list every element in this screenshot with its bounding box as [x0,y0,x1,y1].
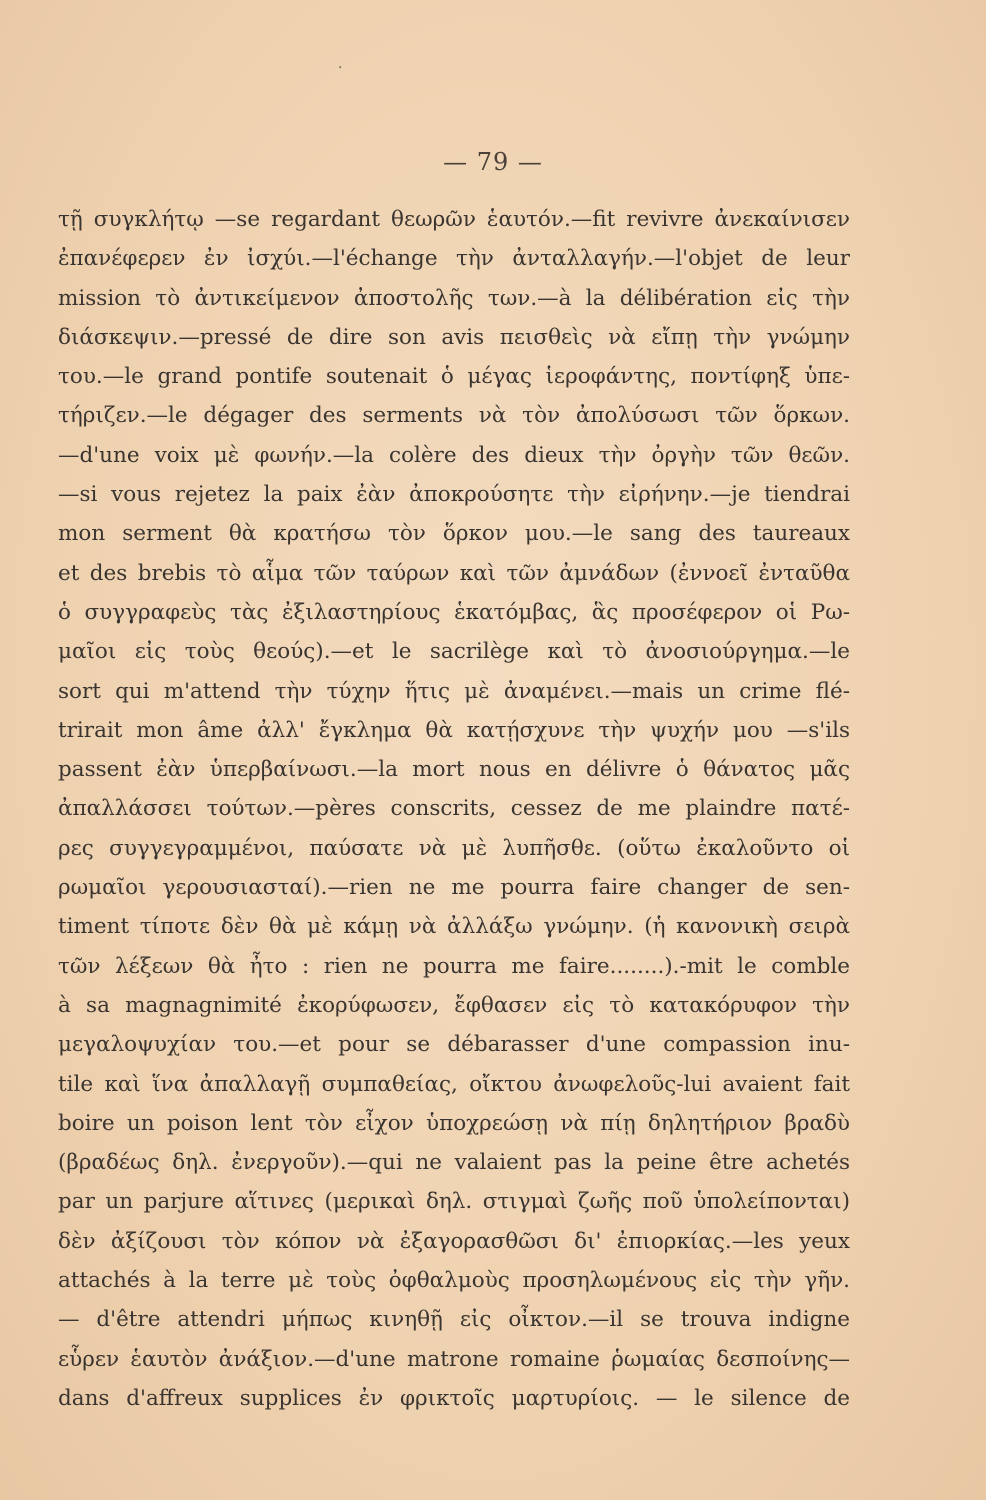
text-line: trirait mon âme ἀλλ' ἔγκλημα θὰ κατῄσχυνε τὴν ψυχήν μου —s'ils [58,717,850,743]
text-line: à sa magnagnimité ἐκορύφωσεν, ἔφθασεν εἰς τὸ κατακόρυφον τὴν [58,992,850,1018]
text-line: —d'une voix μὲ φωνήν.—la colère des dieux τὴν ὀργὴν τῶν θεῶν. [58,442,850,468]
text-line: ρωμαῖοι γερουσιασταί).—rien ne me pourra faire changer de sen- [58,875,850,901]
text-line: mission τὸ ἀντικείμενον ἀποστολῆς των.—à la délibération εἰς τὴν [58,285,850,311]
text-line: par un parjure αἵτινες (μερικαὶ δηλ. στιγμαὶ ζωῆς ποῦ ὑπολείπονται) [58,1189,850,1215]
text-line: mon serment θὰ κρατήσω τὸν ὅρκον μου.—le sang des taureaux [58,521,850,547]
text-line: μαῖοι εἰς τοὺς θεούς).—et le sacrilège καὶ τὸ ἀνοσιούργημα.—le [58,639,850,665]
text-line: δὲν ἀξίζουσι τὸν κόπον νὰ ἐξαγορασθῶσι δι' ἐπιορκίας.—les yeux [58,1228,850,1254]
text-line: sort qui m'attend τὴν τύχην ἥτις μὲ ἀναμένει.—mais un crime flé- [58,678,850,704]
text-line: attachés à la terre μὲ τοὺς ὀφθαλμοὺς προσηλωμένους εἰς τὴν γῆν. [58,1268,850,1294]
text-line: μεγαλοψυχίαν του.—et pour se débarasser d'une compassion inu- [58,1032,850,1058]
text-line: ἀπαλλάσσει τούτων.—pères conscrits, cessez de me plaindre πατέ- [58,796,850,822]
text-line: ἐπανέφερεν ἐν ἰσχύι.—l'échange τὴν ἀνταλλαγήν.—l'objet de leur [58,246,850,272]
text-line: timent τίποτε δὲν θὰ μὲ κάμῃ νὰ ἀλλάξω γνώμην. (ἡ κανονικὴ σειρὰ [58,914,850,940]
text-line: passent ἐὰν ὑπερβαίνωσι.—la mort nous en délivre ὁ θάνατος μᾶς [58,757,850,783]
text-line: et des brebis τὸ αἷμα τῶν ταύρων καὶ τῶν ἀμνάδων (ἐννοεῖ ἐνταῦθα [58,560,850,586]
page-number: — 79 — [443,148,543,176]
text-line: tile καὶ ἵνα ἀπαλλαγῇ συμπαθείας, οἴκτου ἀνωφελοῦς-lui avaient fait [58,1071,850,1097]
text-line: (βραδέως δηλ. ἐνεργοῦν).—qui ne valaient pas la peine être achetés [58,1150,850,1176]
text-line: εὗρεν ἑαυτὸν ἀνάξιον.—d'une matrone romaine ῥωμαίας δεσποίνης— [58,1346,850,1372]
text-line: τῶν λέξεων θὰ ἦτο : rien ne pourra me faire........).-mit le comble [58,953,850,979]
body-text [58,200,850,1418]
text-line: ρες συγγεγραμμένοι, παύσατε νὰ μὲ λυπῆσθε. (οὕτω ἐκαλοῦντο οἱ [58,835,850,861]
text-line: τήριζεν.—le dégager des serments νὰ τὸν ἀπολύσωσι τῶν ὅρκων. [58,403,850,429]
text-line: dans d'affreux supplices ἐν φρικτοῖς μαρτυρίοις. — le silence de [58,1385,850,1411]
text-line: διάσκεψιν.—pressé de dire son avis πεισθεὶς νὰ εἴπῃ τὴν γνώμην [58,324,850,350]
text-line: boire un poison lent τὸν εἶχον ὑποχρεώσῃ νὰ πίῃ δηλητήριον βραδὺ [58,1110,850,1136]
text-line: —si vous rejetez la paix ἐὰν ἀποκρούσητε τὴν εἰρήνην.—je tiendrai [58,482,850,508]
text-line: τῇ συγκλήτῳ —se regardant θεωρῶν ἑαυτόν.—fit revivre ἀνεκαίνισεν [58,207,850,232]
ink-speck: · [338,60,343,76]
text-line: ὁ συγγραφεὺς τὰς ἐξιλαστηρίους ἑκατόμβας, ἃς προσέφερον οἱ Ρω- [58,599,850,625]
text-line: — d'être attendri μήπως κινηθῇ εἰς οἶκτον.—il se trouva indigne [58,1307,850,1333]
text-line: του.—le grand pontife soutenait ὁ μέγας ἱεροφάντης, ποντίφηξ ὑπε- [58,364,850,390]
